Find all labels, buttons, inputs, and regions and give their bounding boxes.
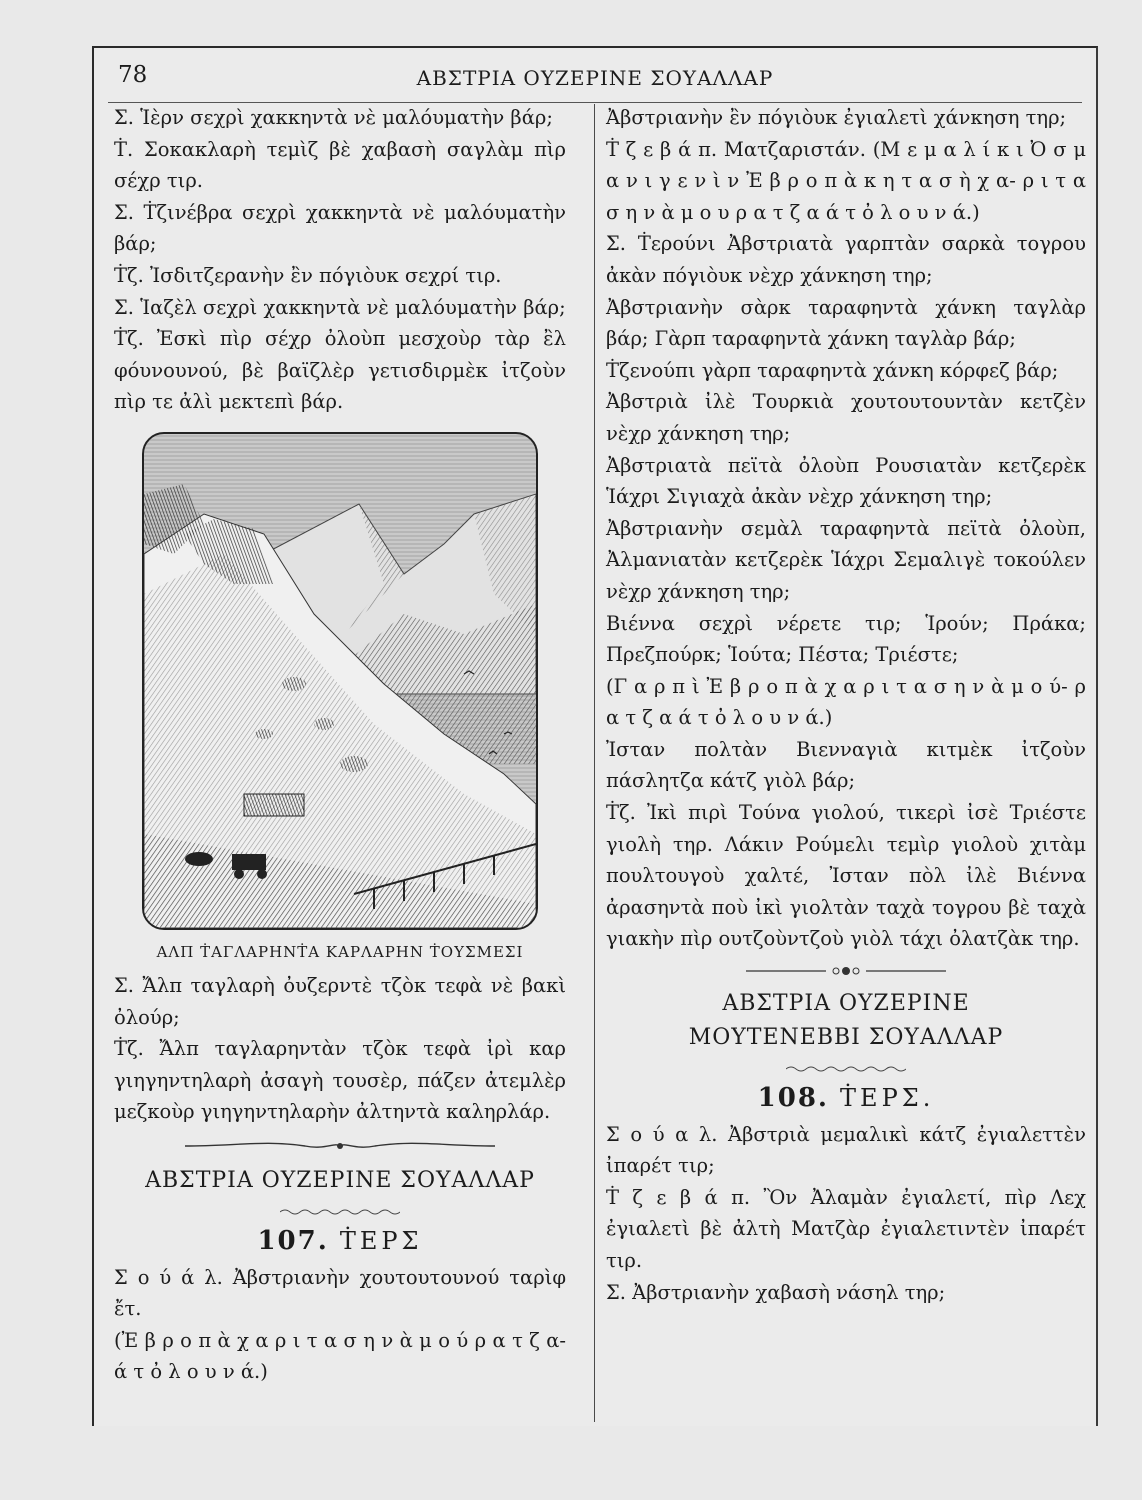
paragraph: Βιέννα σεχρὶ νέρετε τιρ; Ἱρούν; Πράκα; Πρεζπούρκ; Ἱούτα; Πέστα; Τριέστε; [606, 611, 1086, 667]
paragraph: Σ ο ύ ά λ. Ἀβστριανὴν χουτουτουνού ταρὶφ ἔτ. [114, 1265, 566, 1321]
paragraph: Ṫ ζ ε β ά π. Ὂν Ἀλαμὰν ἐγιαλετί, πὶρ Λεχ ἐγιαλετὶ βὲ ἀλτὴ Ματζὰρ ἐγιαλετιντὲν ἰπαρέτ τιρ. [606, 1185, 1086, 1272]
lesson-number: 108. [757, 1083, 829, 1114]
paragraph: Σ. Ἄλπ ταγλαρὴ ὀυζερντὲ τζὸκ τεφὰ νὲ βακὶ ὀλούρ; [114, 973, 566, 1029]
lesson-heading [114, 1226, 566, 1258]
section-title: ΑΒΣΤΡΙΑ ΟΥΖΕΡΙΝΕ ΣΟΥΑΛΛΑΡ [145, 1167, 535, 1193]
page-number: 78 [118, 62, 148, 88]
paragraph: Ἀβστριατὰ πεϊτὰ ὀλοὺπ Ρουσιατὰν κετζερὲκ Ἱάχρι Σιγιαχὰ ἀκὰν νὲχρ χάνκηση τηρ; [606, 453, 1086, 509]
lesson-word: ṪΕΡΣ [339, 1226, 423, 1255]
section-title-line-1: ΑΒΣΤΡΙΑ ΟΥΖΕΡΙΝΕ [722, 991, 970, 1017]
paragraph: Σ. Ἱὲρν σεχρὶ χακκηντὰ νὲ μαλόυματὴν βάρ; [114, 106, 553, 129]
paragraph: Σ ο ύ α λ. Ἀβστριὰ μεμαλικὶ κάτζ ἐγιαλεττὲν ἰπαρέτ τιρ; [606, 1122, 1086, 1178]
book-page [92, 46, 1098, 1426]
mountain-landscape-illustration [144, 434, 536, 928]
section-ornament [746, 965, 946, 977]
left-column [114, 102, 566, 1388]
paragraph: (Ἐ β ρ ο π ὰ χ α ρ ι τ α σ η ν ὰ μ ο ύ ρ α τ ζ α- ά τ ὀ λ ο υ ν ά.) [114, 1328, 566, 1384]
paragraph: Σ. Ἱαζὲλ σεχρὶ χακκηντὰ νὲ μαλόυματὴν βάρ; [114, 295, 566, 319]
paragraph: Ṫζ. Ἄλπ ταγλαρηντὰν τζὸκ τεφὰ ἰρὶ καρ γιηγηντηλαρὴ ἀσαγὴ τουσὲρ, πάζεν ἀτεμλὲρ μεζκοὺρ γιηγηντηλαρὴν ἀλτηντὰ καληρλάρ. [114, 1037, 566, 1124]
figure-caption: ΑΛΠ ṪΑΓΛΑΡΗΝṪΑ ΚΑΡΛΑΡΗΝ ṪΟΥΣΜΕΣΙ [156, 942, 524, 961]
paragraph: Ἀβστριανὴν ἒν πόγιὸυκ ἐγιαλετὶ χάνκηση τηρ; [606, 106, 1067, 129]
paragraph: Ἰσταν πολτὰν Βιενναγιὰ κιτμὲκ ἰτζοὺν πάσλητζα κάτζ γιὸλ βάρ; [606, 737, 1086, 793]
paragraph: Ṫζενούπι γὰρπ ταραφηντὰ χάνκη κόρφεζ βάρ; [606, 358, 1059, 382]
paragraph: Ṫζ. Ἰκὶ πιρὶ Τούνα γιολού, τικερὶ ἰσὲ Τριέστε γιολὴ τηρ. Λάκιν Ρούμελι τεμὶρ γιολοὺ χιτὰμ πουλτουγοὺ χαλτέ, Ἰσταν πὸλ ἰλὲ Βιέννα ἀρασηντὰ ποὺ ἰκὶ γιολτὰν ταχὰ τογρου βὲ ταχὰ γιακὴν πὶρ ουτζοὺντζοὺ γιὸλ τάχι ὀλατζὰκ τηρ. [606, 801, 1086, 951]
paragraph: Ἀβστριὰ ἰλὲ Τουρκιὰ χουτουτουντὰν κετζὲν νὲχρ χάνκηση τηρ; [606, 390, 1086, 445]
paragraph: Σ. Ἀβστριανὴν χαβασὴ νάσηλ τηρ; [606, 1280, 946, 1304]
title-underline-ornament [280, 1208, 400, 1216]
title-underline-ornament [786, 1065, 906, 1073]
paragraph: Ṫ. Σοκακλαρὴ τεμὶζ βὲ χαβασὴ σαγλὰμ πὶρ σέχρ τιρ. [114, 137, 566, 193]
alpine-engraving [142, 432, 538, 930]
paragraph: Ἀβστριανὴν σὰρκ ταραφηντὰ χάνκη ταγλὰρ βάρ; Γὰρπ ταραφηντὰ χάνκη ταγλὰρ βάρ; [606, 295, 1086, 351]
section-ornament [175, 1138, 505, 1154]
column-divider [594, 104, 595, 1422]
paragraph: Ṫζ. Ἰσδιτζερανὴν ἒν πόγιὸυκ σεχρί τιρ. [114, 263, 502, 287]
lesson-number: 107. [257, 1225, 329, 1256]
paragraph: (Γ α ρ π ὶ Ἐ β ρ ο π ὰ χ α ρ ι τ α σ η ν ὰ μ ο ύ- ρ α τ ζ α ά τ ὀ λ ο υ ν ά.) [606, 674, 1086, 730]
paragraph: Ṫ ζ ε β ά π. Ματζαριστάν. (Μ ε μ α λ ί κ ι Ὀ σ μ α ν ι γ ε ν ὶ ν Ἐ β ρ ο π ὰ κ η τ α σ ὴ χ α- ρ ι τ α σ η ν ὰ μ ο υ ρ α τ ζ α ά τ ὀ λ ο υ ν ά.) [606, 137, 1086, 224]
paragraph: Ἀβστριανὴν σεμὰλ ταραφηντὰ πεϊτὰ ὀλοὺπ, Ἀλμανιατὰν κετζερὲκ Ἱάχρι Σεμαλιγὲ τοκούλεν νὲχρ χάνκηση τηρ; [606, 516, 1086, 603]
paragraph: Σ. Ṫζινέβρα σεχρὶ χακκηντὰ νὲ μαλόυματὴν βάρ; [114, 200, 566, 256]
lesson-heading [606, 1083, 1086, 1115]
page-header [94, 56, 1096, 96]
lesson-word: ṪΕΡΣ. [840, 1084, 935, 1113]
paragraph: Ṫζ. Ἐσκὶ πὶρ σέχρ ὀλοὺπ μεσχοὺρ τὰρ ἒλ φόυνουνού, βὲ βαϊζλὲρ γετισδιρμὲκ ἰτζοὺν πὶρ τε ἀλὶ μεκτεπὶ βάρ. [114, 327, 566, 414]
running-title: ΑΒΣΤΡΙΑ ΟΥΖΕΡΙΝΕ ΣΟΥΑΛΛΑΡ [416, 66, 774, 90]
paragraph: Σ. Ṫερούνι Ἀβστριατὰ γαρπτὰν σαρκὰ τογρου ἀκὰν πόγιὸυκ νὲχρ χάνκηση τηρ; [606, 232, 1086, 287]
right-column [606, 102, 1086, 1308]
section-title-line-2: ΜΟΥΤΕΝΕΒΒΙ ΣΟΥΑΛΛΑΡ [688, 1025, 1004, 1051]
